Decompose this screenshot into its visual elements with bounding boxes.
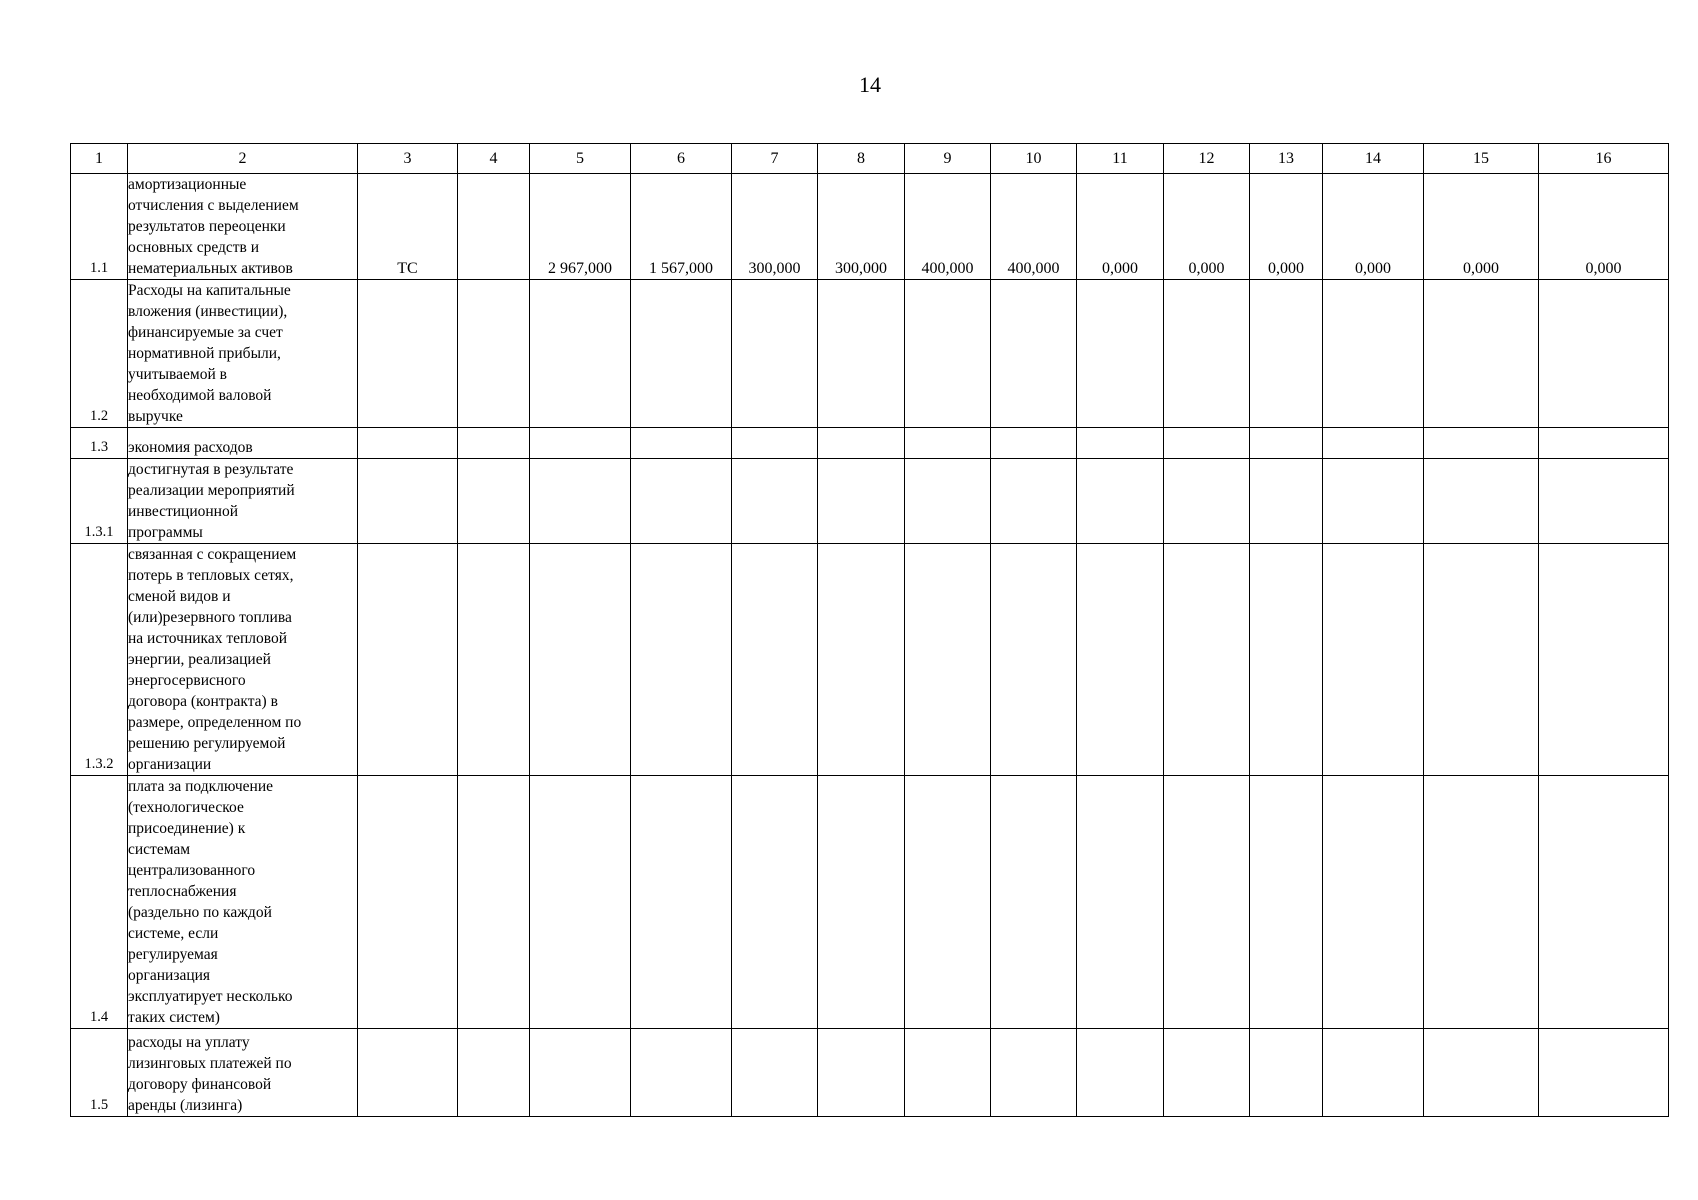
column-header: 6 (631, 144, 732, 174)
row-name: достигнутая в результате реализации мероприятий инвестиционной программы (128, 459, 358, 544)
cell: 0,000 (1323, 174, 1424, 280)
cell (818, 544, 905, 776)
cell (1164, 1029, 1250, 1117)
cell (1539, 776, 1669, 1029)
row-name: амортизационные отчисления с выделением результатов переоценки основных средств и нематериальных активов (128, 174, 358, 280)
column-header: 5 (530, 144, 631, 174)
row-unit (358, 280, 458, 428)
cell (530, 544, 631, 776)
cell (818, 1029, 905, 1117)
cell (991, 1029, 1077, 1117)
row-name: расходы на уплату лизинговых платежей по договору финансовой аренды (лизинга) (128, 1029, 358, 1117)
cell (1164, 544, 1250, 776)
header-row (71, 144, 1669, 174)
row-unit (358, 459, 458, 544)
table-row (71, 428, 1669, 459)
cell (1164, 428, 1250, 459)
cell (818, 428, 905, 459)
cell (1539, 1029, 1669, 1117)
cell (1323, 544, 1424, 776)
column-header: 7 (732, 144, 818, 174)
row-unit (358, 544, 458, 776)
table-row (71, 174, 1669, 280)
column-header: 3 (358, 144, 458, 174)
cell: 400,000 (905, 174, 991, 280)
row-unit (358, 1029, 458, 1117)
cell (1077, 459, 1164, 544)
cell (1250, 1029, 1323, 1117)
column-header: 16 (1539, 144, 1669, 174)
cell: 0,000 (1250, 174, 1323, 280)
cell (1164, 776, 1250, 1029)
cell: 0,000 (1539, 174, 1669, 280)
cell (458, 544, 530, 776)
table-row (71, 544, 1669, 776)
cell (732, 776, 818, 1029)
row-number: 1.1 (71, 174, 128, 280)
cell (1539, 459, 1669, 544)
cell (1077, 544, 1164, 776)
cell (631, 1029, 732, 1117)
row-name: экономия расходов (128, 428, 358, 459)
cell (991, 459, 1077, 544)
cell (732, 428, 818, 459)
cell (732, 459, 818, 544)
row-number: 1.3.1 (71, 459, 128, 544)
column-header: 15 (1424, 144, 1539, 174)
column-header: 13 (1250, 144, 1323, 174)
cell (458, 174, 530, 280)
cell: 0,000 (1164, 174, 1250, 280)
cell: 300,000 (732, 174, 818, 280)
column-header: 12 (1164, 144, 1250, 174)
cell (631, 544, 732, 776)
cell (905, 280, 991, 428)
column-header: 9 (905, 144, 991, 174)
cell (1250, 459, 1323, 544)
cell (1424, 544, 1539, 776)
cell (1323, 280, 1424, 428)
cell (1077, 776, 1164, 1029)
cell (818, 776, 905, 1029)
row-number: 1.2 (71, 280, 128, 428)
row-unit (358, 428, 458, 459)
cell (1323, 459, 1424, 544)
cell (530, 280, 631, 428)
cell: 2 967,000 (530, 174, 631, 280)
cell (732, 280, 818, 428)
cell (530, 428, 631, 459)
cell (458, 459, 530, 544)
row-number: 1.5 (71, 1029, 128, 1117)
column-header: 1 (71, 144, 128, 174)
cell (631, 776, 732, 1029)
cell (1077, 280, 1164, 428)
cell (530, 459, 631, 544)
cell (991, 544, 1077, 776)
cell (1164, 459, 1250, 544)
cell (1077, 1029, 1164, 1117)
table-row (71, 1029, 1669, 1117)
column-header: 2 (128, 144, 358, 174)
cell (1539, 428, 1669, 459)
cell (1424, 1029, 1539, 1117)
cell (1250, 544, 1323, 776)
row-number: 1.4 (71, 776, 128, 1029)
cell (458, 280, 530, 428)
table-row (71, 280, 1669, 428)
cell: 1 567,000 (631, 174, 732, 280)
cell (1424, 280, 1539, 428)
row-number: 1.3 (71, 428, 128, 459)
column-header: 10 (991, 144, 1077, 174)
cell (991, 776, 1077, 1029)
cell (818, 280, 905, 428)
cell: 400,000 (991, 174, 1077, 280)
row-unit: ТС (358, 174, 458, 280)
cell (1077, 428, 1164, 459)
cell: 0,000 (1424, 174, 1539, 280)
row-name: связанная с сокращением потерь в тепловых сетях, сменой видов и (или)резервного топлива на источниках тепловой энергии, реализацией энергосервисного договора (контракта) в размере, определенном по решению регулируемой организации (128, 544, 358, 776)
cell (905, 459, 991, 544)
table-row (71, 776, 1669, 1029)
data-table (70, 143, 1669, 1117)
row-name: Расходы на капитальные вложения (инвестиции), финансируемые за счет нормативной прибыли, учитываемой в необходимой валовой выручке (128, 280, 358, 428)
cell: 300,000 (818, 174, 905, 280)
cell (905, 428, 991, 459)
cell: 0,000 (1077, 174, 1164, 280)
cell (458, 1029, 530, 1117)
cell (732, 544, 818, 776)
cell (905, 776, 991, 1029)
cell (818, 459, 905, 544)
cell (458, 428, 530, 459)
cell (732, 1029, 818, 1117)
column-header: 11 (1077, 144, 1164, 174)
cell (1539, 544, 1669, 776)
cell (1539, 280, 1669, 428)
cell (1164, 280, 1250, 428)
page-number: 14 (859, 72, 881, 97)
cell (631, 459, 732, 544)
column-header: 14 (1323, 144, 1424, 174)
cell (1323, 776, 1424, 1029)
column-header: 4 (458, 144, 530, 174)
cell (1424, 459, 1539, 544)
cell (991, 428, 1077, 459)
cell (458, 776, 530, 1029)
cell (631, 428, 732, 459)
cell (530, 1029, 631, 1117)
cell (631, 280, 732, 428)
cell (1323, 1029, 1424, 1117)
table-row (71, 459, 1669, 544)
cell (1424, 776, 1539, 1029)
row-unit (358, 776, 458, 1029)
cell (905, 1029, 991, 1117)
column-header: 8 (818, 144, 905, 174)
cell (1250, 280, 1323, 428)
cell (1250, 428, 1323, 459)
row-number: 1.3.2 (71, 544, 128, 776)
cell (1323, 428, 1424, 459)
cell (1424, 428, 1539, 459)
cell (905, 544, 991, 776)
cell (991, 280, 1077, 428)
cell (530, 776, 631, 1029)
row-name: плата за подключение (технологическое присоединение) к системам централизованного теплоснабжения (раздельно по каждой системе, если регулируемая организация эксплуатирует несколько таких систем) (128, 776, 358, 1029)
cell (1250, 776, 1323, 1029)
